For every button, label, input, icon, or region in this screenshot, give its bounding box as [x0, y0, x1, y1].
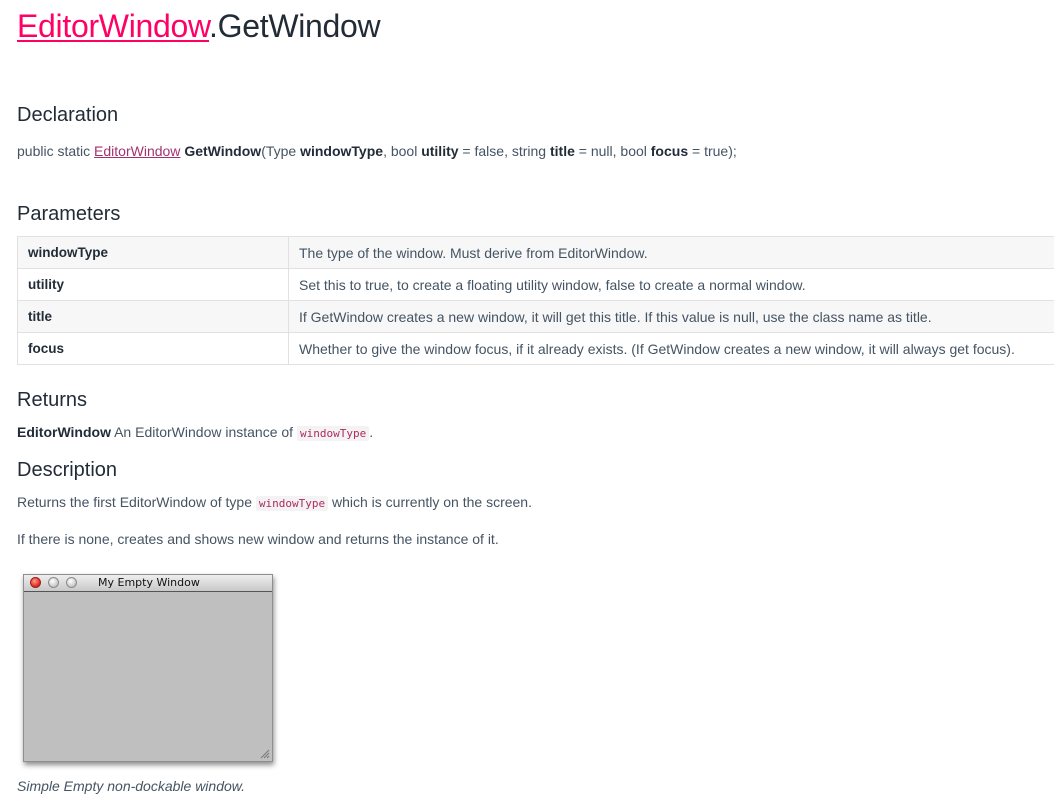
sig-part: = false, string: [459, 143, 550, 159]
window-title: My Empty Window: [98, 576, 200, 589]
table-row: [18, 237, 1054, 269]
param-desc-cell: Set this to true, to create a floating utility window, false to create a normal window.: [289, 269, 1054, 301]
returns-end: .: [369, 424, 373, 440]
param-desc-cell: The type of the window. Must derive from EditorWindow.: [289, 237, 1054, 269]
desc-text: Returns the first EditorWindow of type: [17, 494, 256, 510]
sig-prefix: public static: [17, 143, 94, 159]
sig-part: = null, bool: [575, 143, 651, 159]
returns-heading: Returns: [17, 389, 87, 412]
param-name: title: [550, 143, 575, 159]
page-title: [17, 8, 380, 45]
param-name: utility: [421, 143, 458, 159]
table-row: [18, 333, 1054, 365]
param-desc-cell: Whether to give the window focus, if it already exists. (If GetWindow creates a new window, it will always get focus).: [289, 333, 1054, 365]
minimize-dot-icon: [48, 577, 59, 588]
table-row: [18, 301, 1054, 333]
sig-part: = true);: [688, 143, 737, 159]
zoom-dot-icon: [66, 577, 77, 588]
sig-part: , bool: [383, 143, 421, 159]
param-name: focus: [651, 143, 688, 159]
close-dot-icon: [30, 577, 41, 588]
returns-type: EditorWindow: [17, 424, 111, 440]
param-name-cell: windowType: [18, 237, 289, 269]
example-window-image: [23, 574, 273, 762]
parameters-table: [17, 236, 1054, 365]
param-name-cell: focus: [18, 333, 289, 365]
returns-code: windowType: [297, 426, 369, 441]
table-row: [18, 269, 1054, 301]
editorwindow-title-link[interactable]: EditorWindow: [17, 8, 209, 44]
param-desc-cell: If GetWindow creates a new window, it will get this title. If this value is null, use the class name as title.: [289, 301, 1054, 333]
method-name: GetWindow: [184, 143, 261, 159]
param-name-cell: title: [18, 301, 289, 333]
declaration-signature: [17, 143, 737, 159]
desc-text: which is currently on the screen.: [328, 494, 532, 510]
returns-text: [17, 424, 373, 440]
declaration-heading: Declaration: [17, 104, 118, 127]
image-caption: Simple Empty non-dockable window.: [17, 778, 245, 794]
param-name: windowType: [300, 143, 383, 159]
returns-desc: An EditorWindow instance of: [111, 424, 297, 440]
resize-grip-icon: [260, 749, 270, 759]
window-title-bar: [24, 575, 272, 592]
parameters-heading: Parameters: [17, 203, 120, 226]
param-name-cell: utility: [18, 269, 289, 301]
desc-code: windowType: [256, 496, 328, 511]
description-line-2: If there is none, creates and shows new window and returns the instance of it.: [17, 531, 499, 547]
title-method: .GetWindow: [209, 8, 380, 44]
sig-part: (Type: [261, 143, 300, 159]
description-line-1: [17, 494, 532, 510]
return-type-link[interactable]: EditorWindow: [94, 143, 180, 159]
description-heading: Description: [17, 459, 117, 482]
